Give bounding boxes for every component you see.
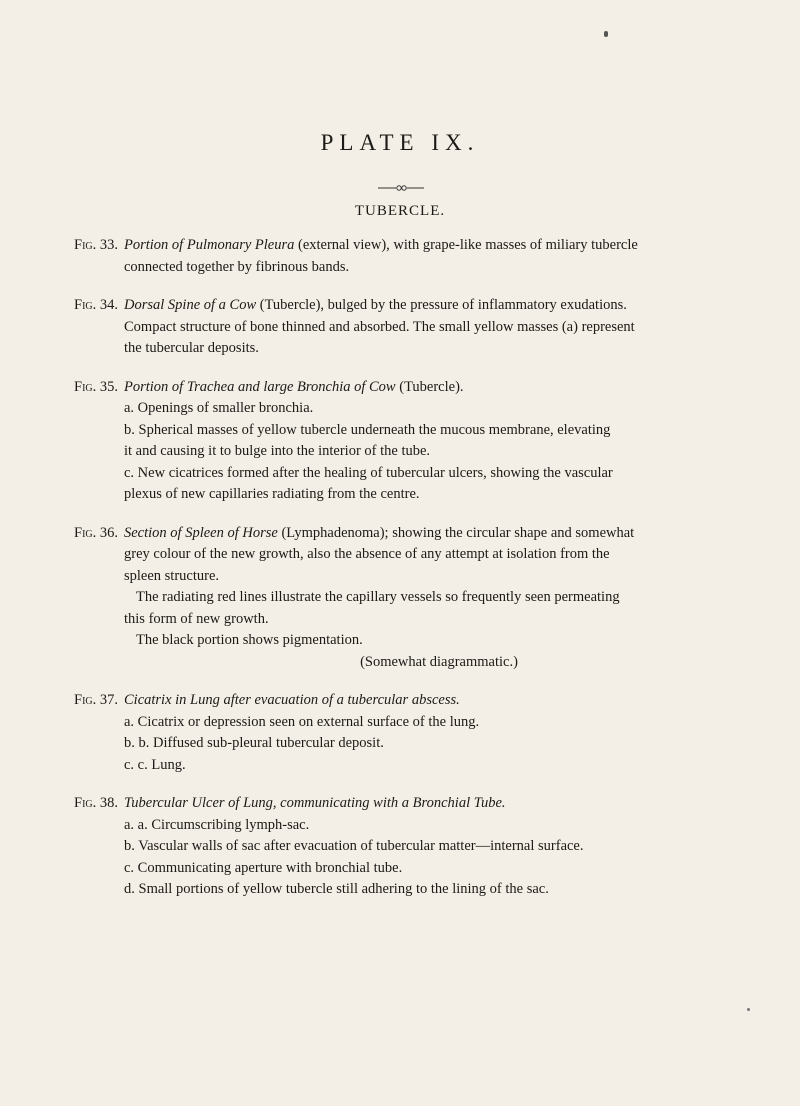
figure-number: Fig. 37. (74, 692, 118, 708)
figure-text: (Lymphadenoma); showing the circular shape and somewhat (281, 524, 635, 541)
legend-item-c: c. New cicatrices formed after the healing of tubercular ulcers, showing the vascular (124, 464, 613, 481)
figure-text: (external view), with grape-like masses of miliary tubercle (298, 237, 638, 253)
legend-item-b-cont: it and causing it to bulge into the interior of the tube. (124, 443, 431, 459)
legend-item-a: a. Openings of smaller bronchia. (124, 400, 314, 416)
figure-text: grey colour of the new growth, also the absence of any attempt at isolation from the (124, 546, 610, 562)
page-speck (604, 31, 608, 37)
figure-number: Fig. 38. (74, 795, 118, 811)
legend-item-c: c. c. Lung. (124, 756, 186, 773)
figure-title: Portion of Trachea and large Bronchia of Cow (124, 378, 396, 395)
figure-text: (Tubercle). (399, 378, 464, 395)
figure-number: Fig. 36. (74, 524, 118, 541)
legend-item-b: b. Vascular walls of sac after evacuation of tubercular matter—internal surface. (124, 838, 584, 854)
section-title: TUBERCLE. (354, 203, 446, 219)
figure-title: Tubercular Ulcer of Lung, communicating with a Bronchial Tube. (124, 795, 506, 811)
figure-number: Fig. 33. (74, 237, 118, 253)
legend-item-a: a. Cicatrix or depression seen on external surface of the lung. (124, 713, 480, 730)
legend-item-b: b. Spherical masses of yellow tubercle underneath the mucous membrane, elevating (124, 421, 611, 438)
figure-entry-33 (74, 235, 754, 278)
legend-item-b: b. b. Diffused sub-pleural tubercular deposit. (124, 735, 384, 751)
figure-entry-36 (74, 523, 754, 674)
figure-paragraph: The black portion shows pigmentation. (136, 632, 363, 648)
figure-note: (Somewhat diagrammatic.) (360, 653, 518, 670)
figure-paragraph-cont: this form of new growth. (124, 610, 269, 627)
figure-text: the tubercular deposits. (124, 340, 259, 356)
figure-entry-38 (74, 793, 754, 901)
divider-ornament (378, 183, 424, 193)
figure-text: connected together by fibrinous bands. (124, 258, 350, 275)
legend-item-d: d. Small portions of yellow tubercle still adhering to the lining of the sac. (124, 881, 549, 897)
figure-text: spleen structure. (124, 567, 220, 584)
figure-paragraph: The radiating red lines illustrate the capillary vessels so frequently seen permeating (136, 589, 620, 605)
figure-number: Fig. 34. (74, 297, 118, 313)
legend-item-c-cont: plexus of new capillaries radiating from the centre. (124, 486, 420, 502)
figure-title: Cicatrix in Lung after evacuation of a tubercular abscess. (124, 692, 460, 708)
page-speck (747, 1008, 750, 1011)
legend-item-a: a. a. Circumscribing lymph-sac. (124, 816, 310, 833)
figure-entry-37 (74, 690, 754, 776)
figure-title: Dorsal Spine of a Cow (124, 297, 257, 313)
figure-title: Section of Spleen of Horse (124, 524, 278, 541)
plate-title: PLATE IX. (320, 130, 480, 155)
figure-text: Compact structure of bone thinned and absorbed. The small yellow masses (a) represent (124, 318, 635, 335)
legend-item-c: c. Communicating aperture with bronchial tube. (124, 859, 403, 876)
figure-title: Portion of Pulmonary Pleura (124, 237, 295, 253)
figure-text: (Tubercle), bulged by the pressure of inflammatory exudations. (259, 297, 627, 313)
figure-entry-34 (74, 295, 754, 360)
figure-descriptions (74, 235, 754, 918)
figure-entry-35 (74, 377, 754, 506)
figure-number: Fig. 35. (74, 378, 118, 395)
